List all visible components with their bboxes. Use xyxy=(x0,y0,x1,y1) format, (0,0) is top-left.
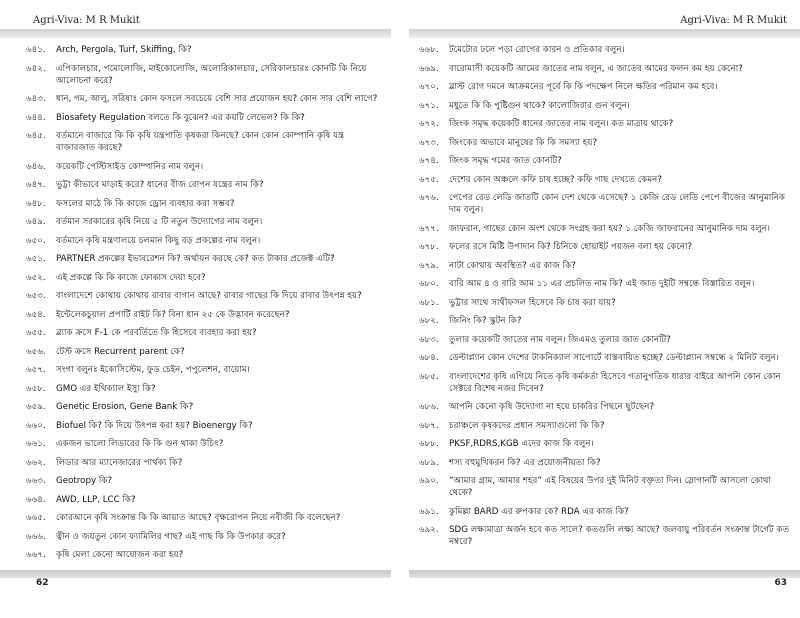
question-number: ৬৪৪. xyxy=(26,112,46,123)
question-item xyxy=(26,364,386,376)
question-text: Geotropy কি? xyxy=(56,476,113,486)
question-text: সংগা বলুনঃ ইকোসিস্টেম, ফুড চেইন, পপুলেশন, বায়োম। xyxy=(56,365,250,375)
question-number: ৬৮৭. xyxy=(419,420,439,431)
question-item xyxy=(26,327,386,339)
question-text: Biofuel কি? কি দিয়ে উৎপন্ন করা হয়? Bioenergy কি? xyxy=(56,420,253,431)
question-item xyxy=(26,63,386,87)
question-number: ৬৪৭. xyxy=(26,180,46,190)
question-item xyxy=(26,512,386,524)
question-text: বর্তমানে কৃষি মন্ত্রণালয়ে চলমান কিছু বড় প্রকল্পের নাম বলুন। xyxy=(56,235,261,246)
question-text: কোরআনে কৃষি সংক্রান্ত কি কি আয়াত আছে? বৃক্ষরোপন নিয়ে নবীজী কি বলেছেন? xyxy=(56,513,341,523)
question-number: ৬৬৬. xyxy=(26,531,46,542)
question-item xyxy=(26,253,386,265)
question-number: ৬৬০. xyxy=(26,420,46,431)
question-number: ৬৪২. xyxy=(26,63,46,74)
question-number: ৬৭৩. xyxy=(419,137,439,148)
question-item xyxy=(419,371,791,395)
question-number: ৬৫৩. xyxy=(26,291,46,301)
question-text: SDG লক্ষ্যমাত্রা অর্জন হবে কত সালে? কতগুলি লক্ষ্য আছে? জলবায়ু পরিবর্তন সংক্রান্ত টার্গেট কত নম্বরে? xyxy=(449,525,790,547)
question-item xyxy=(419,420,791,432)
question-number: ৬৭৬. xyxy=(419,193,439,203)
question-number: ৬৭২. xyxy=(419,119,439,129)
left-page xyxy=(0,0,391,618)
question-number: ৬৭৯. xyxy=(419,260,439,271)
question-item xyxy=(26,549,386,561)
question-text: “আমার গ্রাম, আমার শহর” এই বিষয়ের উপর দুই মিনিট বক্তৃতা দিন। স্লোগানটি আসলো কোথা থেকে? xyxy=(449,476,772,498)
question-number: ৬৫৫. xyxy=(26,328,46,338)
question-item xyxy=(26,161,386,173)
right-page-number: 63 xyxy=(774,578,787,588)
question-item xyxy=(26,475,386,487)
question-number: ৬৫১. xyxy=(26,254,46,264)
question-text: কয়েকটি পেস্টিসাইড কোম্পানির নাম বলুন। xyxy=(56,161,204,172)
question-text: জিনিং কি? স্কুটন কি? xyxy=(449,316,522,326)
question-number: ৬৬৪. xyxy=(26,494,46,505)
question-item xyxy=(419,334,791,346)
question-item xyxy=(26,346,386,358)
question-item xyxy=(419,438,791,450)
question-number: ৬৮৬. xyxy=(419,402,439,412)
right-page-header: Agri-Viva: M R Mukit xyxy=(680,15,787,26)
question-item xyxy=(26,309,386,321)
question-text: বর্তমানে বাজারে কি কি কৃষি যন্ত্রপাতি কৃষকরা কিনছে? কোন কোন কোম্পানি কৃষি যন্ত্র বাজারজাত করছে? xyxy=(56,131,345,153)
question-item xyxy=(26,438,386,450)
question-text: AWD, LLP, LCC কি? xyxy=(56,494,136,505)
question-item xyxy=(419,192,791,216)
question-text: ভুট্টা কীভাবে মাড়াই করে? ধানের বীজ রোপন যন্ত্রের নাম কি? xyxy=(56,180,264,190)
question-item xyxy=(26,93,386,105)
question-text: জাফরান, গাছের কোন অংশ থেকে সংগ্রহ করা হয়? ১ কেজি জাফরানের আনুমানিক দাম বলুন। xyxy=(449,223,770,234)
question-number: ৬৫০. xyxy=(26,235,46,246)
question-item xyxy=(419,100,791,112)
question-item xyxy=(26,235,386,247)
question-text: ধান, গম, আলু, সরিষাঃ কোন ফসলে সবচেয়ে বেশি সার প্রয়োজন হয়? কোন সার বেশি লাগে? xyxy=(56,94,378,104)
question-item xyxy=(26,531,386,543)
question-item xyxy=(419,118,791,130)
question-item xyxy=(26,401,386,413)
question-number: ৬৯০. xyxy=(419,476,439,486)
question-text: ডেল্টাপ্ল্যান কোন দেশের টাকনিক্যাল সাপোর্টে বাস্তবায়িত হচ্ছে? ডেল্টাপ্ল্যান সম্বন্ধে ২ মিনিট বলুন। xyxy=(449,353,779,363)
question-item xyxy=(26,272,386,284)
question-number: ৬৮৪. xyxy=(419,353,439,363)
question-item xyxy=(419,457,791,469)
question-text: Arch, Pergola, Turf, Skiffing, কি? xyxy=(56,45,192,55)
question-item xyxy=(26,130,386,154)
question-number: ৬৮১. xyxy=(419,297,439,308)
question-item xyxy=(419,260,791,272)
question-number: ৬৫৯. xyxy=(26,402,46,412)
question-item xyxy=(419,81,791,93)
question-text: জিংক সমৃদ্ধ গমের জাত কোনটি? xyxy=(449,156,562,166)
right-page xyxy=(409,0,800,618)
question-text: দেশের কোন অঞ্চলে কফি চাষ হচ্ছে? কফি গাছ দেখতে কেমন? xyxy=(449,174,662,185)
question-text: তুলার কয়েকটি জাতের নাম বলুন। জিএমও তুলার জাত কোনটি? xyxy=(449,334,671,345)
question-text: ইন্টেলেকচুয়াল প্রপার্টি রাইট কি? বিনা ধান ২৫ কে উদ্ভাবন করেছেন? xyxy=(56,309,290,320)
question-text: এপিকালচার, পমোলোজি, মাইকোলোজি, অলোরিকালচার, সেরিকালচারঃ কোনটি কি নিয়ে আলোচনা করে? xyxy=(56,63,367,86)
question-number: ৬৬১. xyxy=(26,439,46,449)
question-text: ভুট্টার সাথে সাথীফসল হিসেবে কি চাষ করা যায়? xyxy=(449,297,616,308)
question-item xyxy=(26,457,386,469)
question-item xyxy=(26,198,386,210)
question-text: শস্য বহুমুখিকরন কি? এর প্রয়োজনীয়তা কি? xyxy=(449,457,601,468)
page-gutter xyxy=(391,0,409,618)
question-number: ৬৮৯. xyxy=(419,457,439,468)
question-item xyxy=(419,401,791,413)
question-number: ৬৮৮. xyxy=(419,439,439,449)
question-text: এই প্রকল্পে কি কি কাজে ফোকাস দেয়া হবে? xyxy=(56,272,206,283)
question-item xyxy=(419,155,791,167)
question-item xyxy=(419,352,791,364)
question-text: ব্লাস্ট রোগ দমনে আক্রমনের পূর্বে কি কি পদক্ষেপ নিলে ক্ষতির পরিমান কম হবে। xyxy=(449,82,718,92)
question-number: ৬৬৯. xyxy=(419,63,439,74)
question-number: ৬৮৫. xyxy=(419,371,439,382)
question-number: ৬৮২. xyxy=(419,316,439,326)
question-text: চরাঞ্চলে কৃষকদের প্রধান সমস্যাগুলো কি কি? xyxy=(449,420,605,431)
question-text: লিডার আর ম্যানেজারের পার্থক্য কি? xyxy=(56,457,183,468)
question-number: ৬৪৮. xyxy=(26,198,46,209)
question-text: GMO এর ইথিক্যাল ইস্যু কি? xyxy=(56,383,156,394)
question-text: ফসলের মাঠে কি কি কাজে ড্রোন ব্যবহার করা সম্ভব? xyxy=(56,198,235,209)
question-number: ৬৭৪. xyxy=(419,156,439,166)
question-number: ৬৭০. xyxy=(419,82,439,92)
question-text: বর্তমান সরকারের কৃষি নিয়ে ৫ টি নতুন উদ্যোগের নাম বলুন। xyxy=(56,217,263,227)
question-number: ৬৫৬. xyxy=(26,346,46,357)
question-text: ব্ল্যাক ক্রসে F-1 কে পরবর্তিতে কি হিসেবে ব্যবহার করা হয়? xyxy=(56,328,257,338)
question-text: টমেটোর ঢলে পড়া রোগের কারন ও প্রতিকার বলুন। xyxy=(449,45,625,55)
question-number: ৬৫৮. xyxy=(26,383,46,394)
question-number: ৬৬৭. xyxy=(26,550,46,560)
question-text: টেস্ট ক্রসে Recurrent parent কে? xyxy=(56,346,185,357)
question-text: জিংকের অভাবে মানুষের কি কি সমস্যা হয়? xyxy=(449,137,598,148)
left-page-number: 62 xyxy=(36,578,49,588)
question-item xyxy=(26,494,386,506)
question-item xyxy=(419,475,791,499)
question-item xyxy=(26,383,386,395)
question-text: বারি আম ৪ ও বারি আম ১১ এর প্রচলিত নাম কি? এই জাত দুইটি সম্বন্ধে বিস্তারিত বলুন। xyxy=(449,279,755,289)
question-item xyxy=(419,278,791,290)
question-text: জিংক সমৃদ্ধ কয়েকটি ধানের জাতের নাম বলুন। কত মাত্রায় থাকে? xyxy=(449,119,674,129)
question-number: ৬৪৫. xyxy=(26,131,46,141)
question-item xyxy=(26,290,386,302)
question-item xyxy=(419,241,791,253)
question-text: PARTNER প্রকল্পের ইভাবরেশন কি? অর্থায়ন করছে কে? কত টাকার প্রজেক্ট এটি? xyxy=(56,254,335,264)
left-question-list xyxy=(26,44,386,568)
left-page-header: Agri-Viva: M R Mukit xyxy=(33,15,140,26)
question-item xyxy=(26,44,386,56)
question-text: PKSF,RDRS,KGB এদের কাজ কি বলুন। xyxy=(449,439,594,449)
question-number: ৬৪৯. xyxy=(26,217,46,227)
question-number: ৬৬৮. xyxy=(419,45,439,55)
question-text: ফলের রসে মিষ্টি উপাদান কি? চিনিকে হোয়াইট পয়জন বলা হয় কেনো? xyxy=(449,242,693,252)
question-text: ত্বীন ও জয়তুন কোন ফ্যামিলির গাছ? এই গাছ কি কি উপকার করে? xyxy=(56,531,286,542)
question-item xyxy=(26,179,386,191)
question-text: বারোমাসী কয়েকটি আমের জাতের নাম বলুন, এ জাতের আমের ফলন কম হয় কেনো? xyxy=(449,63,743,74)
question-text: কৃষি মেলা কেনো আয়োজন করা হয়? xyxy=(56,550,184,560)
question-text: বাংলাদেশে কোথায় কোথায় রাবার বাগান আছে? রাবার গাছের কি দিয়ে রাবার উৎপন্ন হয়? xyxy=(56,291,362,301)
question-number: ৬৯১. xyxy=(419,506,439,517)
question-item xyxy=(419,44,791,56)
question-number: ৬৬৫. xyxy=(26,513,46,523)
question-item xyxy=(419,297,791,309)
question-text: মধুতে কি কি পুষ্টিগুন থাকে? কালোজিরার গুন বলুন। xyxy=(449,100,630,111)
question-item xyxy=(419,506,791,518)
question-number: ৬৪৩. xyxy=(26,94,46,104)
question-number: ৬৯২. xyxy=(419,525,439,535)
question-text: Genetic Erosion, Gene Bank কি? xyxy=(56,402,194,412)
question-item xyxy=(26,216,386,228)
question-number: ৬৪৬. xyxy=(26,161,46,172)
question-number: ৬৭৭. xyxy=(419,223,439,234)
question-number: ৬৭৫. xyxy=(419,174,439,185)
question-text: বাংলাদেশের কৃষি এগিয়ে নিতে কৃষি কর্মকর্তা হিসেবে গতানুগতিক ধারার বাইরে আপনি কোন কোন সেক্টরে বিশেষ নজর দিবেন? xyxy=(449,371,781,394)
question-item xyxy=(419,223,791,235)
question-number: ৬৮৩. xyxy=(419,334,439,345)
question-text: কুমিল্লা BARD এর রুপকার কে? RDA এর কাজ কি? xyxy=(449,506,629,517)
question-number: ৬৭১. xyxy=(419,100,439,111)
question-item xyxy=(419,63,791,75)
question-number: ৬৫৭. xyxy=(26,365,46,375)
question-item xyxy=(419,524,791,548)
question-number: ৬৬৩. xyxy=(26,476,46,486)
question-number: ৬৫২. xyxy=(26,272,46,283)
question-item xyxy=(419,174,791,186)
question-number: ৬৭৮. xyxy=(419,242,439,252)
question-text: নাটা কোথায় অবস্থিত? এর কাজ কি? xyxy=(449,260,576,271)
question-text: Biosafety Regulation বলতে কি বুঝেন? এর কয়টি লেভেল? কি কি? xyxy=(56,112,305,123)
question-number: ৬৮০. xyxy=(419,279,439,289)
right-question-list xyxy=(419,44,791,555)
question-item xyxy=(26,112,386,124)
question-number: ৬৫৪. xyxy=(26,309,46,320)
question-text: একজন ভালো লিডারের কি কি গুন থাকা উচিৎ? xyxy=(56,439,224,449)
question-item xyxy=(419,137,791,149)
question-number: ৬৬২. xyxy=(26,457,46,468)
question-number: ৬৪১. xyxy=(26,45,46,55)
question-item xyxy=(419,315,791,327)
question-item xyxy=(26,420,386,432)
question-text: পেপের রেড লেডি জাতটি কোন দেশ থেকে এসেছে? ১ কেজি রেড লেডি পেপে বীজের আনুমানিক দাম বলুন। xyxy=(449,193,785,215)
question-text: আপনি কেনো কৃষি উদ্যোগা না হয়ে চাকরির পিছনে ছুটছেন? xyxy=(449,402,655,412)
